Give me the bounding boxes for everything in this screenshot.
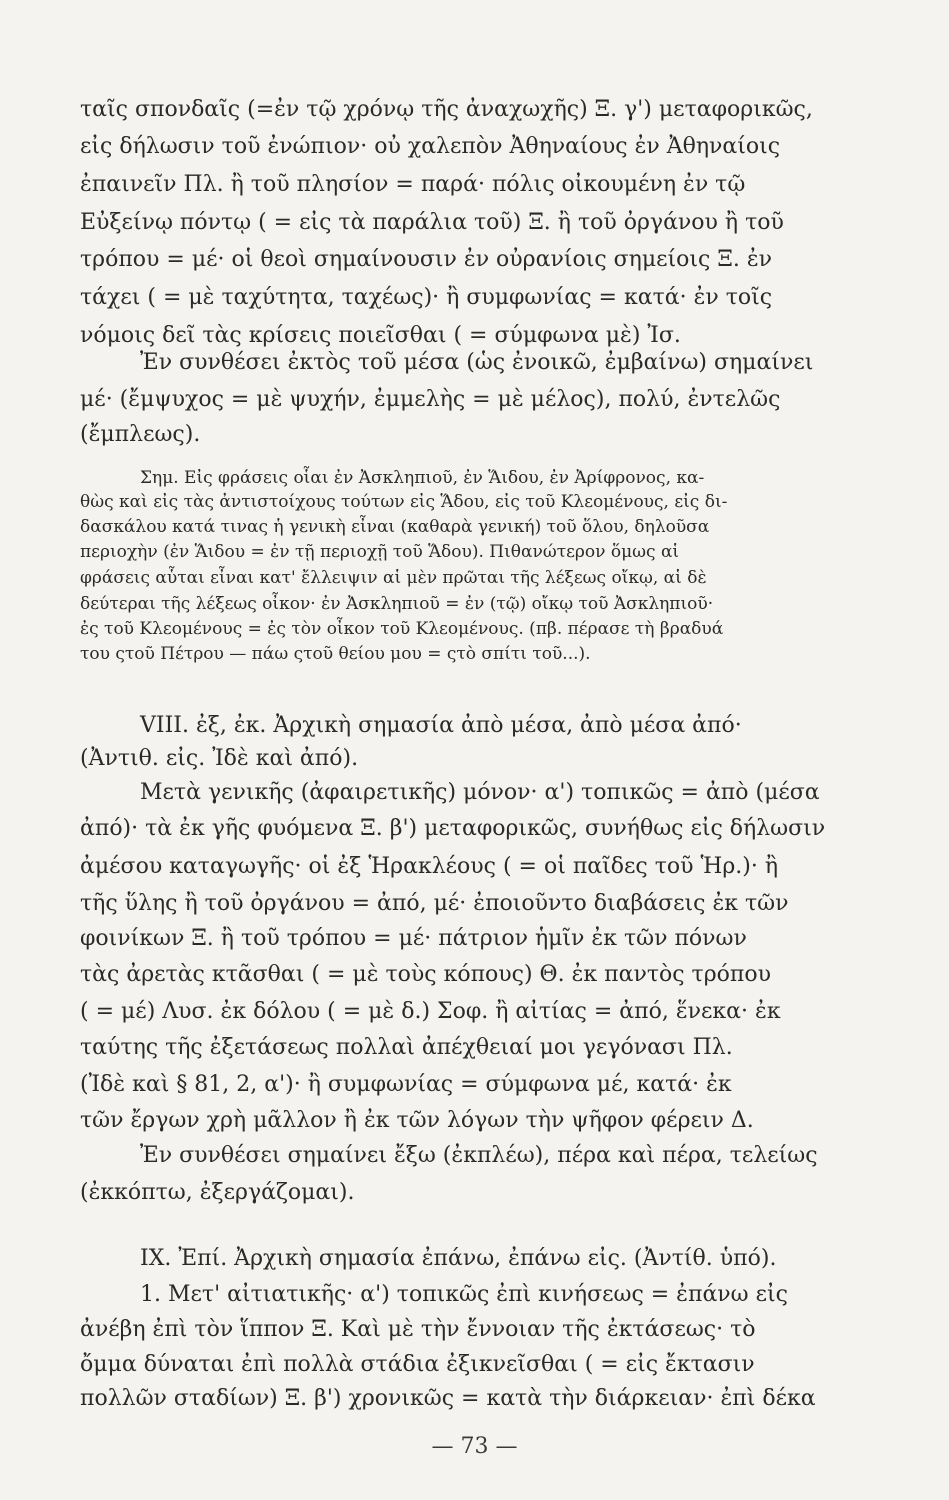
text-line: ταῖς σπονδαῖς (=ἐν τῷ χρόνῳ τῆς ἀναχωχῆς) Ξ. γ') μεταφορικῶς, [80,97,813,122]
text-line: 1. Μετ' αἰτιατικῆς· α') τοπικῶς ἐπὶ κινήσεως = ἐπάνω εἰς [140,1282,788,1307]
text-line: (ἔμπλεως). [80,422,201,447]
note-line: ἐς τοῦ Κλεομένους = ἐς τὸν οἶκον τοῦ Κλεομένους. (πβ. πέρασε τὴ βραδυά [80,619,724,639]
note-line: Σημ. Εἰς φράσεις οἷαι ἐν Ἀσκληπιοῦ, ἐν Ἅιδου, ἐν Ἀρίφρονος, κα- [140,468,705,488]
text-line: (Ἰδὲ καὶ § 81, 2, α')· ἢ συμφωνίας = σύμφωνα μέ, κατά· ἐκ [80,1072,732,1097]
section-heading: VIII. ἐξ, ἐκ. Ἀρχικὴ σημασία ἀπὸ μέσα, ἀπὸ μέσα ἀπό· [140,713,742,738]
text-line: Εὐξείνῳ πόντῳ ( = εἰς τὰ παράλια τοῦ) Ξ. ἢ τοῦ ὀργάνου ἢ τοῦ [80,210,784,235]
text-line: Μετὰ γενικῆς (ἀφαιρετικῆς) μόνον· α') τοπικῶς = ἀπὸ (μέσα [140,780,820,805]
text-line: πολλῶν σταδίων) Ξ. β') χρονικῶς = κατὰ τὴν διάρκειαν· ἐπὶ δέκα [80,1386,816,1411]
section-heading: IX. Ἐπί. Ἀρχικὴ σημασία ἐπάνω, ἐπάνω εἰς. (Ἀντίθ. ὑπό). [140,1246,777,1271]
text-line: Ἐν συνθέσει ἐκτὸς τοῦ μέσα (ὡς ἐνοικῶ, ἐμβαίνω) σημαίνει [140,350,814,375]
text-line: φοινίκων Ξ. ἢ τοῦ τρόπου = μέ· πάτριον ἡμῖν ἐκ τῶν πόνων [80,926,747,951]
text-line: (Ἀντιθ. εἰς. Ἰδὲ καὶ ἀπό). [80,746,359,771]
note-line: περιοχὴν (ἐν Ἅιδου = ἐν τῇ περιοχῇ τοῦ Ἅδου). Πιθανώτερον ὅμως αἱ [80,542,680,562]
text-line: τάχει ( = μὲ ταχύτητα, ταχέως)· ἢ συμφωνίας = κατά· ἐν τοῖς [80,285,773,310]
text-line: μέ· (ἔμψυχος = μὲ ψυχήν, ἐμμελὴς = μὲ μέλος), πολύ, ἐντελῶς [80,387,781,412]
text-line: εἰς δήλωσιν τοῦ ἐνώπιον· οὐ χαλεπὸν Ἀθηναίους ἐν Ἀθηναίοις [80,134,781,159]
text-line: τρόπου = μέ· οἱ θεοὶ σημαίνουσιν ἐν οὐρανίοις σημείοις Ξ. ἐν [80,247,773,272]
text-line: ( = μέ) Λυσ. ἐκ δόλου ( = μὲ δ.) Σοφ. ἢ αἰτίας = ἀπό, ἕνεκα· ἐκ [80,999,781,1024]
text-line: τῶν ἔργων χρὴ μᾶλλον ἢ ἐκ τῶν λόγων τὴν ψῆφον φέρειν Δ. [80,1108,754,1133]
text-line: (ἐκκόπτω, ἐξεργάζομαι). [80,1180,355,1205]
text-line: ὄμμα δύναται ἐπὶ πολλὰ στάδια ἐξικνεῖσθαι ( = εἰς ἔκτασιν [80,1352,755,1377]
note-line: φράσεις αὗται εἶναι κατ' ἔλλειψιν αἱ μὲν πρῶται τῆς λέξεως οἴκῳ, αἱ δὲ [80,568,707,588]
text-line: ἀπό)· τὰ ἐκ γῆς φυόμενα Ξ. β') μεταφορικῶς, συνήθως εἰς δήλωσιν [80,816,826,841]
note-line: θὼς καὶ εἰς τὰς ἀντιστοίχους τούτων εἰς Ἅδου, εἰς τοῦ Κλεομένους, εἰς δι- [80,492,728,512]
text-line: ἀμέσου καταγωγῆς· οἱ ἐξ Ἡρακλέους ( = οἱ παῖδες τοῦ Ἡρ.)· ἢ [80,854,779,879]
text-line: Ἐν συνθέσει σημαίνει ἔξω (ἐκπλέω), πέρα καὶ πέρα, τελείως [140,1143,818,1168]
note-line: δεύτεραι τῆς λέξεως οἶκον· ἐν Ἀσκληπιοῦ = ἐν (τῷ) οἴκῳ τοῦ Ἀσκληπιοῦ· [80,594,714,614]
note-line: του ςτοῦ Πέτρου — πάω ςτοῦ θείου μου = ςτὸ σπίτι τοῦ...). [80,644,591,664]
text-line: ταύτης τῆς ἐξετάσεως πολλαὶ ἀπέχθειαί μοι γεγόνασι Πλ. [80,1035,733,1060]
text-line: νόμοις δεῖ τὰς κρίσεις ποιεῖσθαι ( = σύμφωνα μὲ) Ἰσ. [80,323,681,348]
text-line: τὰς ἀρετὰς κτᾶσθαι ( = μὲ τοὺς κόπους) Θ. ἐκ παντὸς τρόπου [80,962,771,987]
text-line: τῆς ὕλης ἢ τοῦ ὀργάνου = ἀπό, μέ· ἐποιοῦντο διαβάσεις ἐκ τῶν [80,891,789,916]
note-line: δασκάλου κατά τινας ἡ γενικὴ εἶναι (καθαρὰ γενική) τοῦ ὅλου, δηλοῦσα [80,517,710,537]
text-line: ἐπαινεῖν Πλ. ἢ τοῦ πλησίον = παρά· πόλις οἰκουμένη ἐν τῷ [80,172,746,197]
page-number: — 73 — [431,1434,518,1459]
text-line: ἀνέβη ἐπὶ τὸν ἵππον Ξ. Καὶ μὲ τὴν ἔννοιαν τῆς ἐκτάσεως· τὸ [80,1317,756,1342]
